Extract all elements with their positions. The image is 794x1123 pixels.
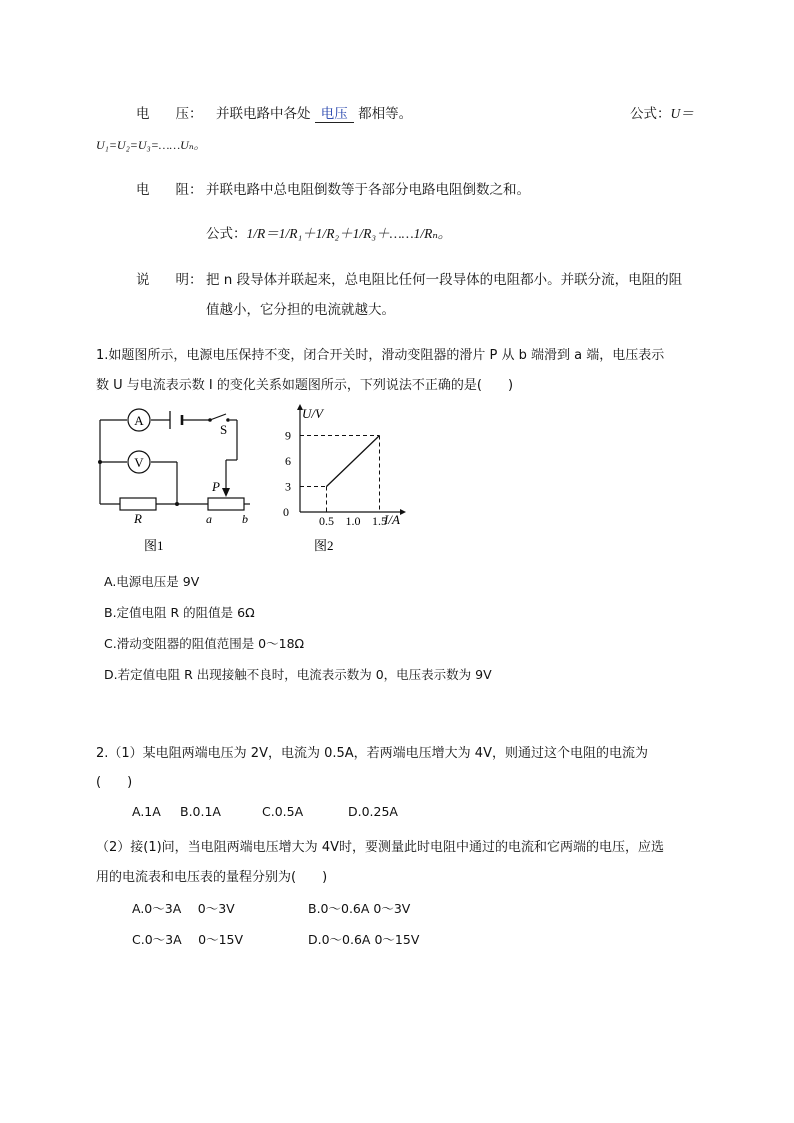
voltage-formula-u: U＝ — [670, 106, 694, 121]
figure2-chart — [272, 400, 422, 554]
x-tick-label: 0.5 — [319, 514, 334, 528]
x-tick-label: 1.5 — [372, 514, 387, 528]
ammeter-label: A — [134, 413, 144, 428]
origin-tick-label: 0 — [283, 505, 289, 519]
q2-part1-option-d[interactable]: D.0.25A — [348, 804, 398, 819]
q2-part2-line1: （2）接(1)问，当电阻两端电压增大为 4V时，要测量此时电阻中通过的电流和它两端的电压，应选 — [96, 840, 664, 855]
rheostat-icon — [208, 498, 244, 510]
voltage-statement — [216, 102, 412, 123]
q1-option-a[interactable]: A.电源电压是 9V — [104, 574, 200, 589]
q2-part2-option-b[interactable]: B.0～0.6A 0～3V — [308, 901, 411, 916]
resistance-formula-label: 公式： — [206, 226, 247, 242]
y-tick-label: 6 — [285, 454, 291, 468]
figure1-caption: 图1 — [144, 538, 164, 553]
q2-part1-line1: 2.（1）某电阻两端电压为 2V，电流为 0.5A，若两端电压增大为 4V，则通过这个电阻的电流为 — [96, 746, 648, 761]
switch-label: S — [220, 422, 228, 437]
series-line — [327, 436, 380, 487]
voltage-text-after: 都相等。 — [358, 106, 413, 122]
note-line1: 把 n 段导体并联起来，总电阻比任何一段导体的电阻都小。并联分流，电阻的阻 — [206, 272, 683, 288]
chart-axes — [300, 410, 400, 512]
q2-part1-option-c[interactable]: C.0.5A — [262, 804, 304, 819]
resistance-formula — [206, 222, 451, 242]
q2-part1-line2: ( ) — [96, 775, 133, 790]
q2-part1-option-a[interactable]: A.1A — [132, 804, 161, 819]
end-a-label: a — [206, 512, 212, 526]
figure1-circuit — [90, 404, 270, 554]
resistance-statement: 并联电路中总电阻倒数等于各部分电路电阻倒数之和。 — [206, 182, 530, 198]
voltage-formula-line2: U₁=U₂=U₃=……Uₙ。 — [96, 138, 206, 152]
voltage-label-char2: 压： — [175, 106, 203, 122]
y-axis-label: U/V — [302, 406, 323, 421]
battery-icon — [170, 411, 182, 429]
q2-part1-option-b[interactable]: B.0.1A — [180, 804, 221, 819]
end-b-label: b — [242, 512, 248, 526]
resistance-label-char2: 阻： — [175, 182, 203, 198]
resistance-label-char1: 电 — [136, 182, 150, 198]
x-tick-label: 1.0 — [345, 514, 361, 528]
voltage-label — [136, 102, 203, 122]
x-axis-arrow-icon — [400, 509, 406, 515]
q1-option-c[interactable]: C.滑动变阻器的阻值范围是 0～18Ω — [104, 636, 305, 651]
q2-part2-option-c[interactable]: C.0～3A 0～15V — [132, 932, 244, 947]
q1-stem-line2: 数 U 与电流表示数 I 的变化关系如题图所示，下列说法不正确的是( ) — [96, 378, 514, 393]
q1-option-d[interactable]: D.若定值电阻 R 出现接触不良时，电流表示数为 0，电压表示数为 9V — [104, 667, 492, 682]
q1-stem-line1: 1.如题图所示，电源电压保持不变，闭合开关时，滑动变阻器的滑片 P 从 b 端滑到 a 端，电压表示 — [96, 348, 665, 363]
figure2-caption: 图2 — [314, 538, 334, 553]
q1-option-b[interactable]: B.定值电阻 R 的阻值是 6Ω — [104, 605, 255, 620]
q2-part2-option-d[interactable]: D.0～0.6A 0～15V — [308, 932, 420, 947]
y-tick-label: 3 — [285, 479, 291, 494]
note-line2: 值越小，它分担的电流就越大。 — [206, 302, 395, 318]
voltage-formula-label: 公式： — [630, 106, 671, 122]
voltmeter-label: V — [134, 455, 144, 470]
voltage-label-char1: 电 — [136, 106, 150, 122]
resistance-label — [136, 178, 203, 198]
x-axis-label: I/A — [384, 512, 400, 527]
resistor-icon — [120, 498, 156, 510]
voltage-text-before: 并联电路中各处 — [216, 106, 311, 122]
q2-part2-line2: 用的电流表和电压表的量程分别为( ) — [96, 870, 328, 885]
note-label — [136, 268, 203, 288]
slider-arrow-icon — [222, 488, 230, 497]
junction-dot — [175, 502, 179, 506]
note-label-char2: 明： — [175, 272, 203, 288]
note-label-char1: 说 — [136, 272, 150, 288]
voltage-blank-answer: 电压 — [315, 102, 354, 123]
q2-part2-option-a[interactable]: A.0～3A 0～3V — [132, 901, 235, 916]
slider-label: P — [212, 479, 220, 494]
resistance-formula-expr: 1/R＝1/R₁＋1/R₂＋1/R₃＋……1/Rₙ。 — [246, 226, 452, 241]
resistor-label: R — [134, 511, 142, 526]
junction-dot — [98, 460, 102, 464]
switch-contact-icon — [208, 418, 212, 422]
y-tick-label: 9 — [285, 428, 291, 443]
voltage-formula-head — [630, 102, 694, 122]
